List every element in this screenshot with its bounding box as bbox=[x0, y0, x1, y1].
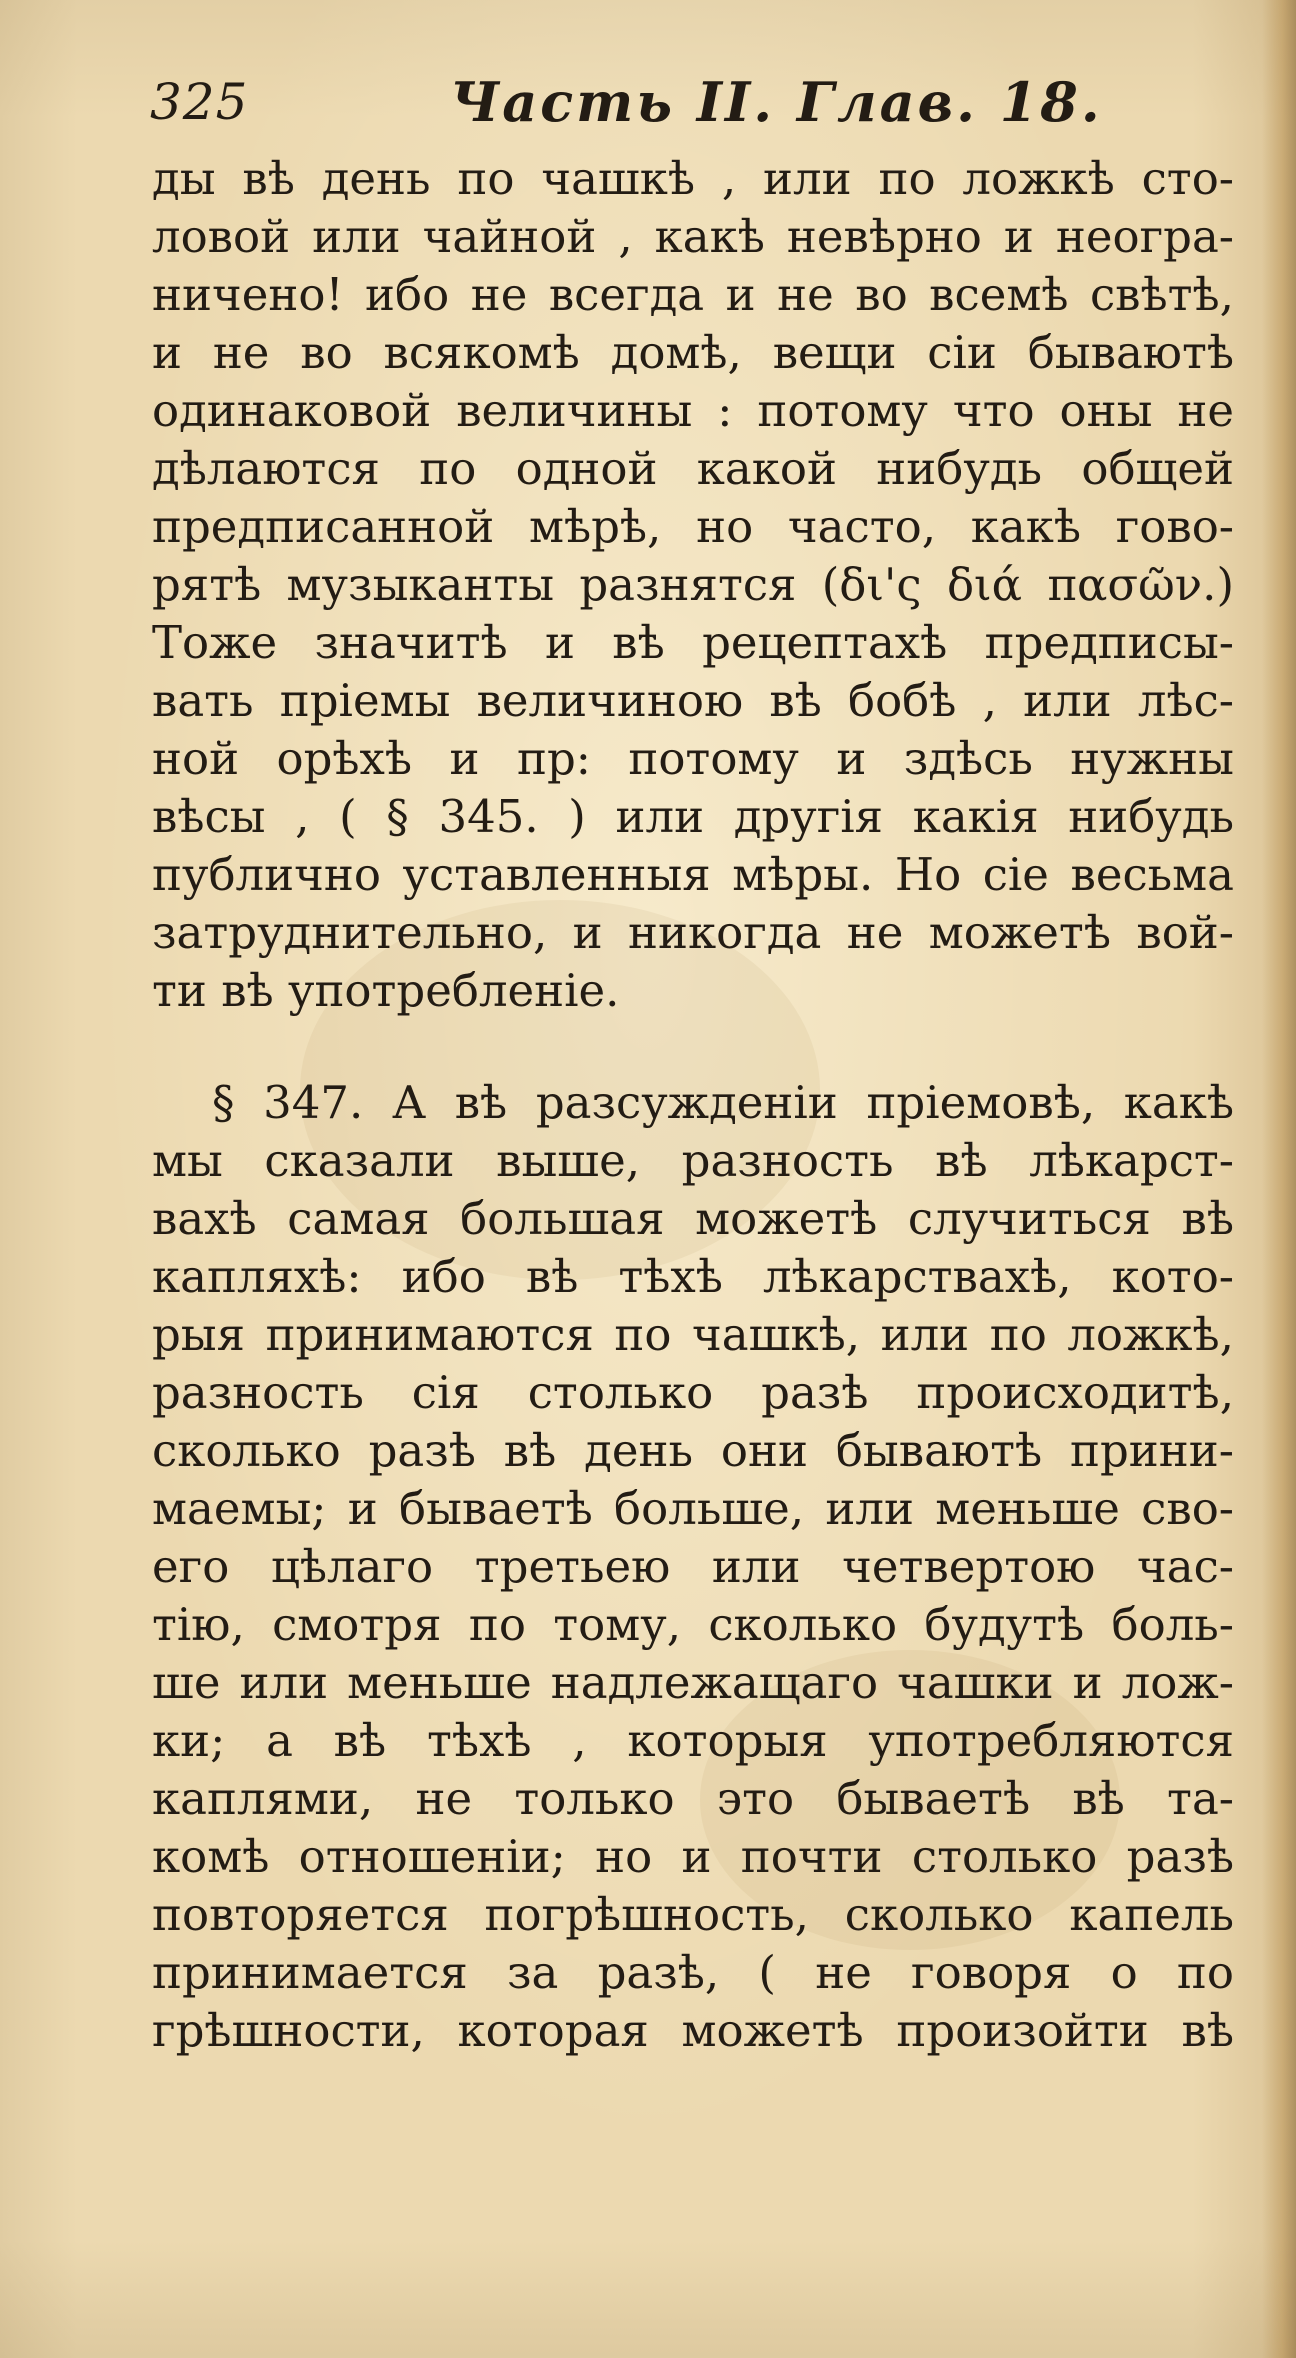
paragraph bbox=[152, 150, 1234, 1020]
text-line: комѣ отношеніи; но и почти столько разѣ bbox=[152, 1830, 1234, 1883]
text-line: рятѣ музыканты разнятся (δι'ς διά πασῶν.) bbox=[152, 558, 1234, 611]
text-line: ловой или чайной , какѣ невѣрно и неогра- bbox=[152, 210, 1234, 263]
text-line: предписанной мѣрѣ, но часто, какѣ гово- bbox=[152, 500, 1234, 553]
text-line: сколько разѣ вѣ день они бываютѣ прини- bbox=[152, 1424, 1234, 1477]
paragraph bbox=[152, 1074, 1234, 2060]
text-line: ки; а вѣ тѣхѣ , которыя употребляются bbox=[152, 1714, 1234, 1767]
page-header bbox=[150, 62, 1150, 142]
text-line: ти вѣ употребленіе. bbox=[152, 964, 620, 1017]
text-line: ше или меньше надлежащаго чашки и лож- bbox=[152, 1656, 1234, 1709]
text-line: мы сказали выше, разность вѣ лѣкарст- bbox=[152, 1134, 1234, 1187]
running-head: Часть II. Глав. 18. bbox=[450, 70, 1103, 134]
text-line: маемы; и бываетѣ больше, или меньше сво- bbox=[152, 1482, 1234, 1535]
text-line: рыя принимаются по чашкѣ, или по ложкѣ, bbox=[152, 1308, 1234, 1361]
text-line: ной орѣхѣ и пр: потому и здѣсь нужны bbox=[152, 732, 1234, 785]
text-line: тію, смотря по тому, сколько будутѣ боль- bbox=[152, 1598, 1234, 1651]
text-line: капляхѣ: ибо вѣ тѣхѣ лѣкарствахѣ, кото- bbox=[152, 1250, 1234, 1303]
text-line: ды вѣ день по чашкѣ , или по ложкѣ сто- bbox=[152, 152, 1234, 205]
text-line: повторяется погрѣшность, сколько капель bbox=[152, 1888, 1234, 1941]
text-line: одинаковой величины : потому что оны не bbox=[152, 384, 1234, 437]
text-line: принимается за разѣ, ( не говоря о по bbox=[152, 1946, 1234, 1999]
text-line: его цѣлаго третьею или четвертою час- bbox=[152, 1540, 1234, 1593]
text-line: затруднительно, и никогда не можетѣ вой- bbox=[152, 906, 1234, 959]
page-number: 325 bbox=[150, 73, 249, 131]
text-line: грѣшности, которая можетѣ произойти вѣ bbox=[152, 2004, 1234, 2057]
text-line: вѣсы , ( § 345. ) или другія какія нибудь bbox=[152, 790, 1234, 843]
text-line: вать пріемы величиною вѣ бобѣ , или лѣс- bbox=[152, 674, 1234, 727]
page-edge-shadow bbox=[1262, 0, 1296, 2358]
text-line: вахѣ самая большая можетѣ случиться вѣ bbox=[152, 1192, 1234, 1245]
text-line: ничено! ибо не всегда и не во всемѣ свѣтѣ, bbox=[152, 268, 1234, 321]
text-line: дѣлаются по одной какой нибудь общей bbox=[152, 442, 1234, 495]
text-line: Тоже значитѣ и вѣ рецептахѣ предписы- bbox=[152, 616, 1234, 669]
text-line: и не во всякомѣ домѣ, вещи сіи бываютѣ bbox=[152, 326, 1234, 379]
page-body bbox=[152, 150, 1234, 2060]
text-line: разность сія столько разѣ происходитѣ, bbox=[152, 1366, 1234, 1419]
text-line: публично уставленныя мѣры. Но сіе весьма bbox=[152, 848, 1234, 901]
text-line: § 347. А вѣ разсужденіи пріемовѣ, какѣ bbox=[212, 1076, 1234, 1129]
text-line: каплями, не только это бываетѣ вѣ та- bbox=[152, 1772, 1234, 1825]
